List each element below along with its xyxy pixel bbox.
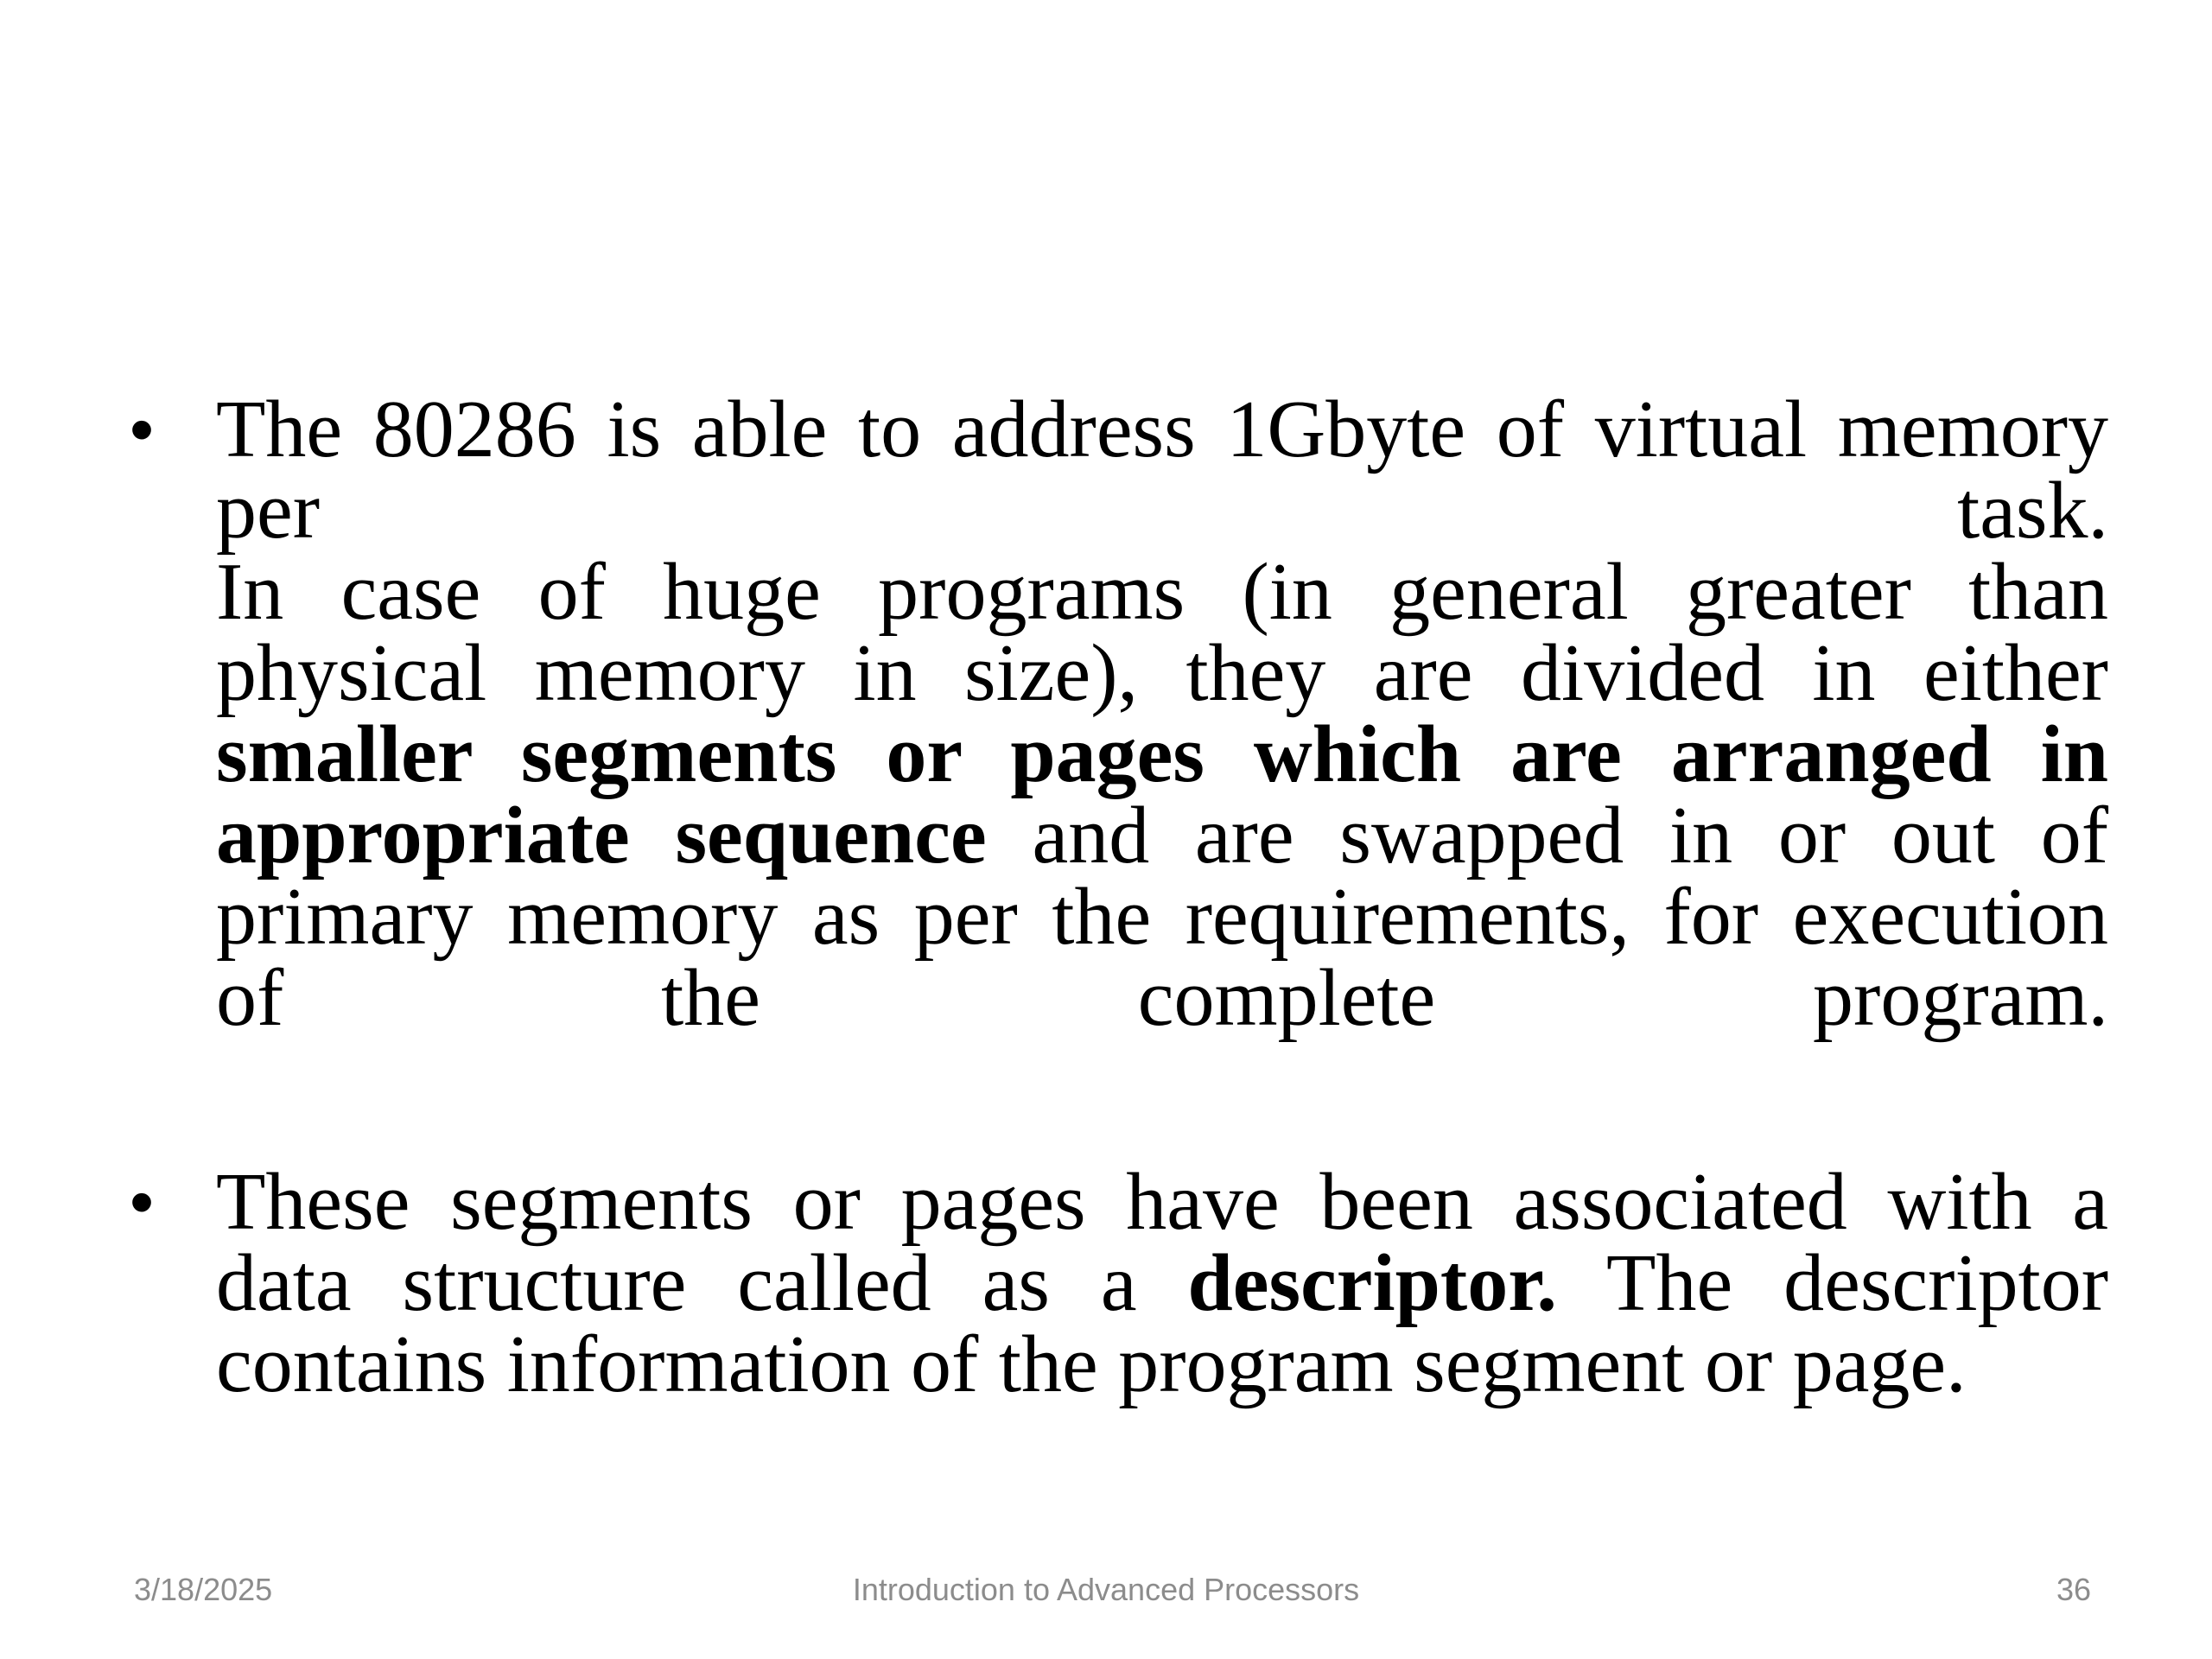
slide-body — [130, 385, 2108, 1409]
text-line — [216, 385, 2108, 474]
bullet-marker: • — [130, 391, 155, 467]
text-line — [216, 953, 2108, 1043]
footer-date: 3/18/2025 — [134, 1572, 273, 1607]
bold-text-segment: smaller segments or pages which are arranged in — [216, 709, 2108, 799]
text-segment: These segments or pages have been associated with a — [216, 1157, 2108, 1247]
text-line — [216, 628, 2108, 718]
footer-page-number: 36 — [2056, 1572, 2091, 1607]
text-segment: of the complete program. — [216, 953, 2108, 1043]
text-line — [216, 547, 2108, 637]
bullet-item-1 — [130, 385, 2108, 1043]
text-line — [216, 791, 2108, 880]
bold-text-segment: descriptor. — [1187, 1238, 1557, 1328]
text-line — [216, 1157, 2108, 1247]
text-segment: primary memory as per the requirements, for execution — [216, 872, 2108, 962]
text-line — [216, 1319, 2108, 1409]
text-line — [216, 1238, 2108, 1328]
bullet-item-2 — [130, 1157, 2108, 1409]
text-segment: and are swapped in or out of — [986, 791, 2108, 880]
text-segment: data structure called as a — [216, 1238, 1188, 1328]
bold-text-segment: appropriate sequence — [216, 791, 987, 880]
text-line — [216, 709, 2108, 799]
text-segment: physical memory in size), they are divided in either — [216, 628, 2108, 718]
text-segment: The descriptor — [1556, 1238, 2108, 1328]
text-segment: contains information of the program segment or page. — [216, 1319, 1967, 1409]
text-segment: The 80286 is able to address 1Gbyte of virtual memory — [216, 385, 2108, 474]
footer-title: Introduction to Advanced Processors — [852, 1572, 1360, 1607]
text-segment: per task. — [216, 466, 2108, 556]
bullet-marker: • — [130, 1163, 155, 1240]
text-segment: In case of huge programs (in general greater than — [216, 547, 2108, 637]
text-line — [216, 466, 2108, 556]
text-line — [216, 872, 2108, 962]
